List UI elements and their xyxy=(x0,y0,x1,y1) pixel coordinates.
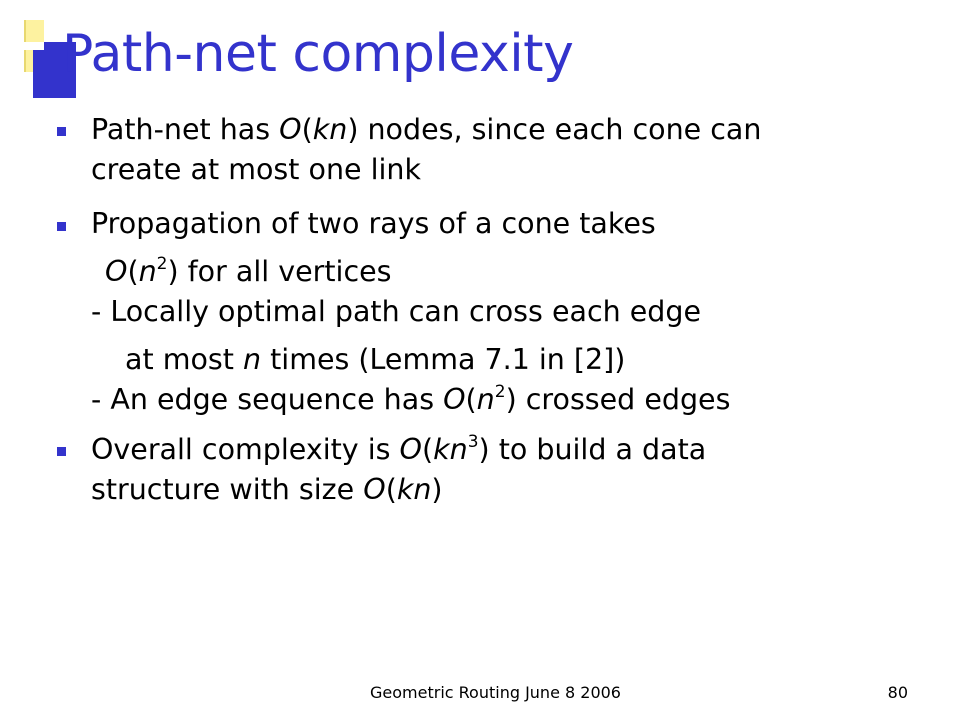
bullet-2-icon xyxy=(57,222,66,231)
page-number: 80 xyxy=(887,683,908,702)
bullet-2-line-4: at most n times (Lemma 7.1 in [2]) xyxy=(125,343,626,376)
bullet-1-line-2: create at most one link xyxy=(91,153,422,186)
bullet-2-line-3: - Locally optimal path can cross each edge xyxy=(91,295,701,328)
slide-title: Path-net complexity xyxy=(62,24,574,84)
bullet-3-icon xyxy=(57,447,66,456)
bullet-3-line-1: Overall complexity is $O(kn^3)$ to build a data xyxy=(91,432,707,466)
bullet-2-line-1: Propagation of two rays of a cone takes xyxy=(91,207,656,240)
bullet-1-icon xyxy=(57,127,66,136)
bullet-3-line-2: structure with size O(kn) xyxy=(91,473,443,506)
bullet-2-line-2: $O(n^2)$ for all vertices xyxy=(105,254,392,288)
decorative-notch xyxy=(24,42,44,50)
bullet-2-line-5: - An edge sequence has $O(n^2)$ crossed edges xyxy=(91,382,731,416)
slide-footer: Geometric Routing June 8 2006 xyxy=(370,683,621,702)
bullet-1-line-1: Path-net has O(kn) nodes, since each cone can xyxy=(91,113,762,146)
